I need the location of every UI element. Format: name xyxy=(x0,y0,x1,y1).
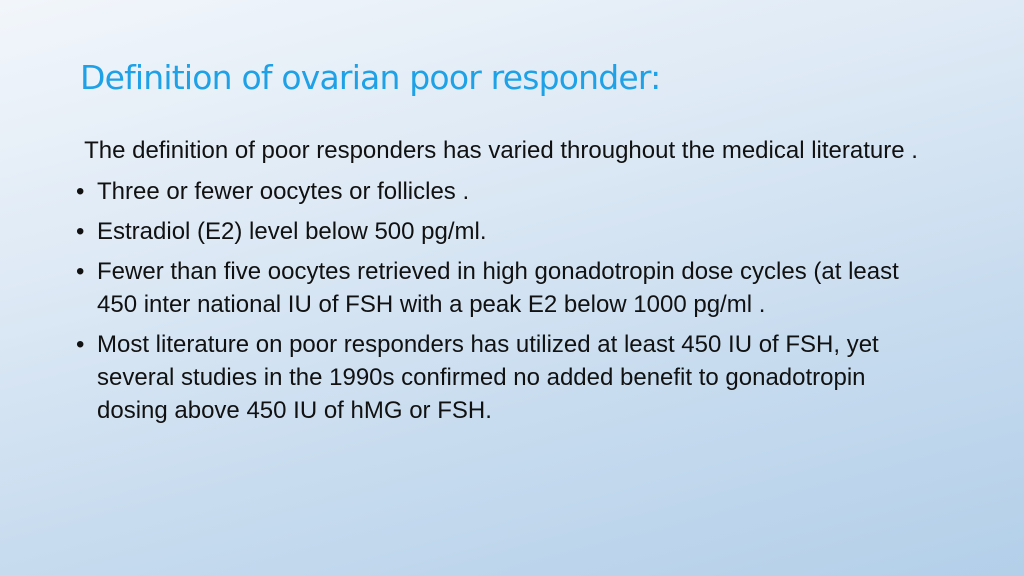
slide-body xyxy=(76,134,926,434)
bullet-dot-icon: • xyxy=(76,331,85,358)
bullet-dot-icon: • xyxy=(76,178,85,205)
bullet-text: Fewer than five oocytes retrieved in high gonadotropin dose cycles (at least 450 inter national IU of FSH with a peak E2 below 1000 pg/ml . xyxy=(97,258,899,318)
slide-title: Definition of ovarian poor responder: xyxy=(80,58,661,97)
bullet-list xyxy=(76,175,926,427)
bullet-item xyxy=(76,255,926,321)
bullet-item xyxy=(76,215,926,248)
bullet-text: Estradiol (E2) level below 500 pg/ml. xyxy=(97,218,487,245)
bullet-item xyxy=(76,328,926,427)
intro-paragraph: The definition of poor responders has varied throughout the medical literature . xyxy=(84,137,918,164)
bullet-text: Three or fewer oocytes or follicles . xyxy=(97,178,470,205)
bullet-text: Most literature on poor responders has utilized at least 450 IU of FSH, yet several studies in the 1990s confirmed no added benefit to gonadotropin dosing above 450 IU of hMG or FSH. xyxy=(97,331,879,424)
bullet-dot-icon: • xyxy=(76,218,85,245)
bullet-item xyxy=(76,175,926,208)
bullet-dot-icon: • xyxy=(76,258,85,285)
